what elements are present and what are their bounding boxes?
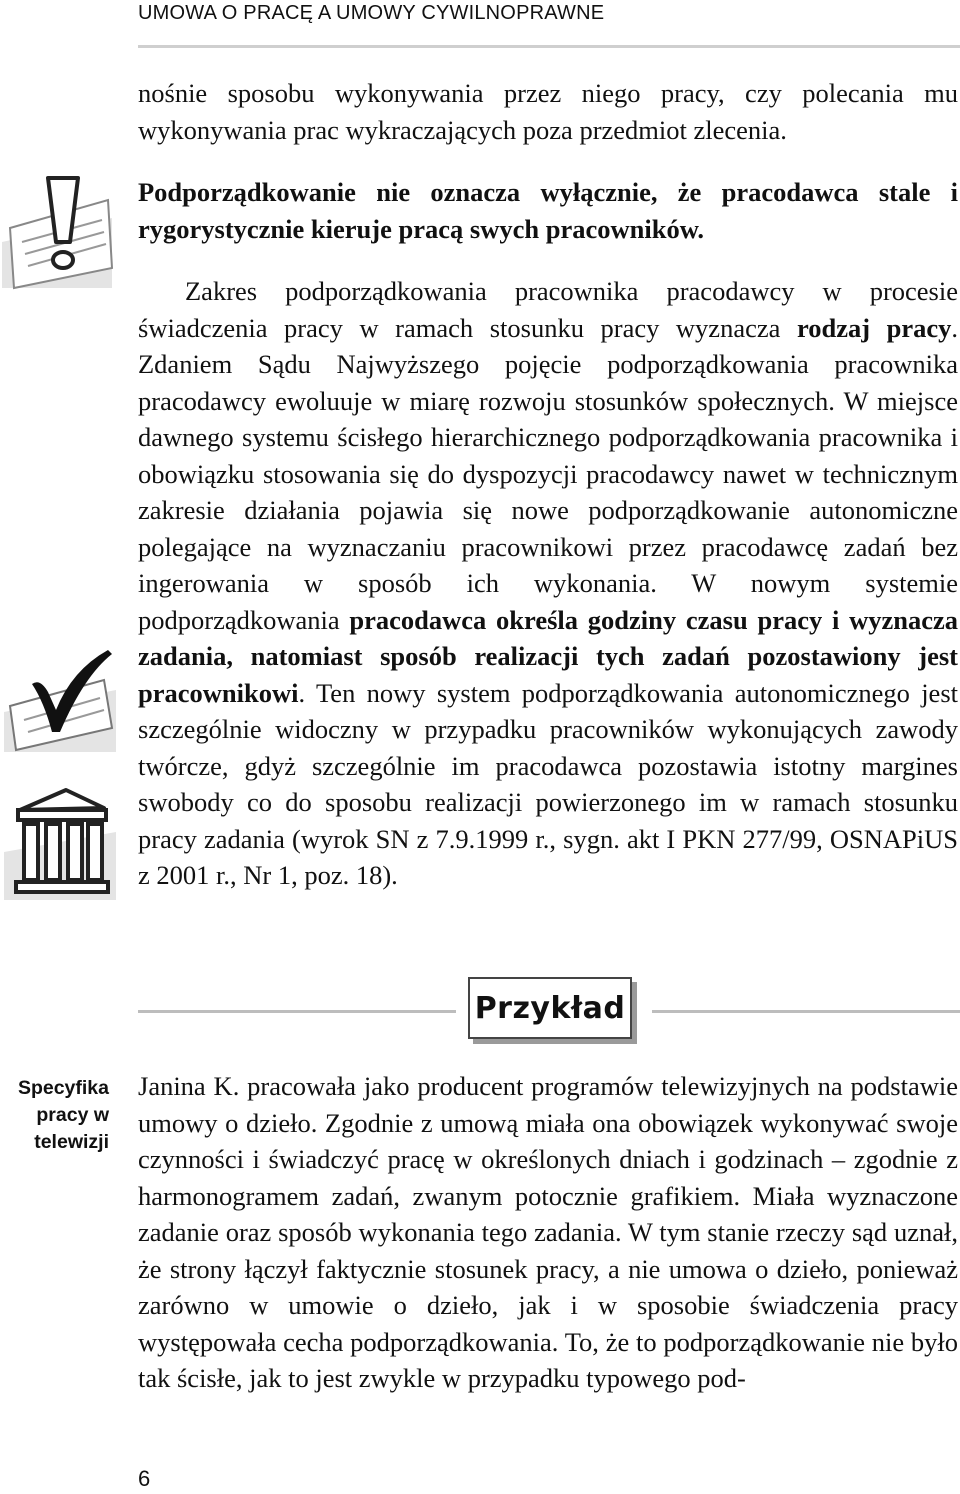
example-label: Przykład xyxy=(474,990,626,1026)
main-bold-2: pracodawca określa godziny czasu pracy i wyznacza zadania, natomiast sposób realizacji tych zadań pozostawiony jest pracownikowi xyxy=(138,604,958,708)
example-paragraph: Janina K. pracowała jako producent programów telewizyjnych na podstawie umowy o dzieło. Zgodnie z umową miała ona obowiązek wykonywać swoje czynności i świadczyć pracę w określonych dniach i godzinach – zgodnie z harmonogramem zadań, zwanym potocznie grafikiem. Miała wyznaczone zadanie oraz sposób wykonania tego zadania. W tym stanie rzeczy sąd uznał, że strony łączył faktycznie stosunek pracy, a nie umowa o dzieło, ponieważ zarówno w umowie o dzieło, jak i w sposobie świadczenia pracy występowała cecha podporządkowania. To, że to podporządkowanie nie było tak ścisłe, jak to jest zwykle w przypadku typowego pod- xyxy=(138,1071,958,1393)
checkmark-icon xyxy=(0,640,120,765)
header-title: UMOWA O PRACĘ A UMOWY CYWILNOPRAWNE xyxy=(138,2,605,24)
main-text-3: . Ten nowy system podporządkowania autonomicznego jest szczególnie widoczny w przypadku pracowników wykonujących zawody twórcze, gdyż szczególnie im pracodawca pozostawia istotny margines swobody co do sposobu realizacji powierzonego im w ramach stosunku pracy zadania (wyrok SN z 7.9.1999 r., sygn. akt I PKN 277/99, OSNAPiUS z 2001 r., Nr 1, poz. 18). xyxy=(138,677,958,890)
note-paragraph: Podporządkowanie nie oznacza wyłącznie, że pracodawca stale i rygorystycznie kieruje pracą swych pracowników. xyxy=(138,177,958,244)
main-bold-1: rodzaj pracy xyxy=(796,312,952,343)
example-label-box xyxy=(468,977,632,1039)
example-rule-right xyxy=(652,1010,960,1013)
page-number: 6 xyxy=(138,1466,151,1491)
header-rule xyxy=(138,45,960,48)
intro-paragraph: nośnie sposobu wykonywania przez niego pracy, czy polecania mu wykonywania prac wykraczających poza przedmiot zlecenia. xyxy=(138,78,958,145)
main-text-2: . Zdaniem Sądu Najwyższego pojęcie podporządkowania pracownika pracodawcy ewoluuje w miarę rozwoju stosunków społecznych. W miejsce dawnego systemu ścisłego hierarchicznego podporządkowania pracownika i obowiązku stosowania się do dyspozycji pracodawcy nawet w technicznym zakresie działania pojawia się nowe podporządkowanie autonomiczne polegające na wyznaczaniu pracownikowi przez pracodawcę zadań bez ingerowania w sposób ich wykonania. W nowym systemie podporządkowania xyxy=(138,312,958,635)
main-paragraph xyxy=(138,273,958,894)
margin-note: Specyfika pracy w telewizji xyxy=(17,1077,109,1153)
example-rule-left xyxy=(138,1010,456,1013)
courthouse-icon xyxy=(0,782,120,912)
exclamation-icon xyxy=(0,170,118,300)
main-text-1: Zakres podporządkowania pracownika pracodawcy w procesie świadczenia pracy w ramach stosunku pracy wyznacza xyxy=(138,276,958,343)
